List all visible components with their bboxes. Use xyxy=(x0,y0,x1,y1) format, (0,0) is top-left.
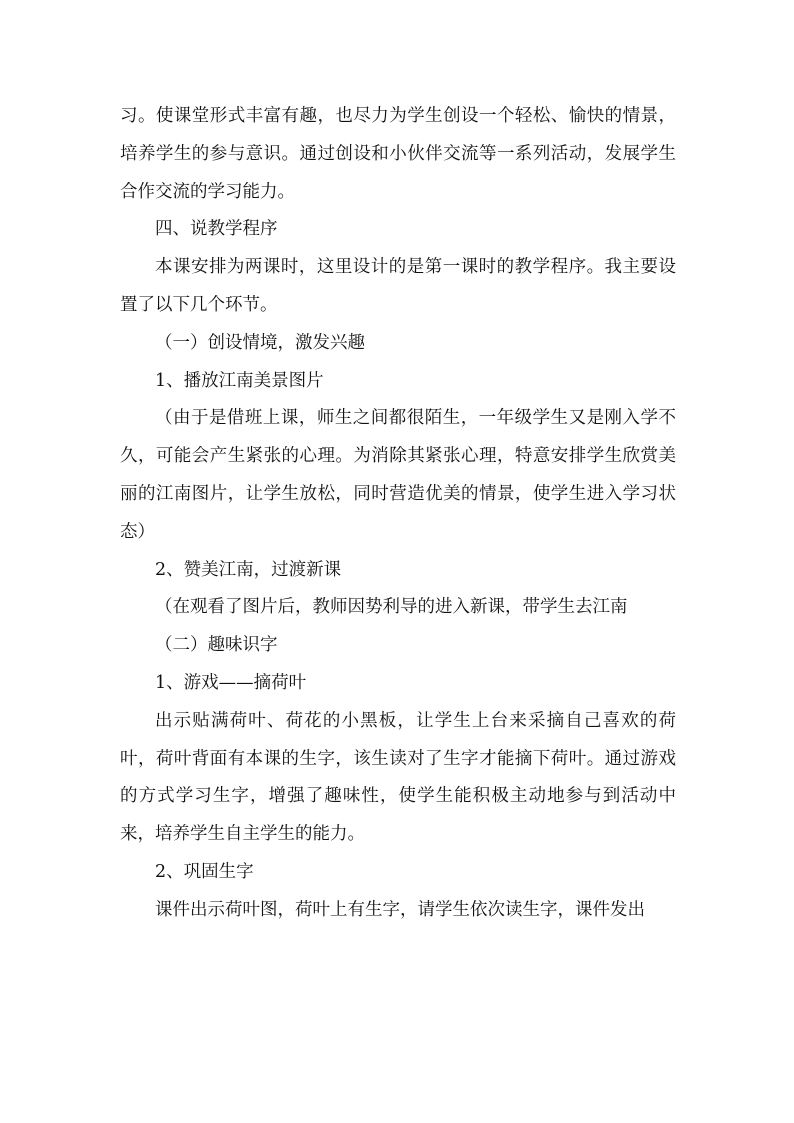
paragraph-game-explanation: 出示贴满荷叶、荷花的小黑板，让学生上台来采摘自己喜欢的荷叶，荷叶背面有本课的生字，该生读对了生字才能摘下荷叶。通过游戏的方式学习生字，增强了趣味性，使学生能积极主动地参与到活动中来，培养学生自主学生的能力。 xyxy=(120,710,676,845)
item-play-pictures: 1、播放江南美景图片 xyxy=(155,370,324,391)
item-praise-jiangnan: 2、赞美江南，过渡新课 xyxy=(155,559,342,580)
paragraph-courseware: 课件出示荷叶图，荷叶上有生字，请学生依次读生字，课件发出 xyxy=(155,899,645,920)
paragraph-continuation: 习。使课堂形式丰富有趣，也尽力为学生创设一个轻松、愉快的情景，培养学生的参与意识。通过创设和小伙伴交流等一系列活动，发展学生合作交流的学习能力。 xyxy=(120,106,676,202)
item-consolidate-characters: 2、巩固生字 xyxy=(155,861,254,882)
section-heading-teaching-procedure: 四、说教学程序 xyxy=(155,219,278,240)
item-game-lotus-leaves: 1、游戏——摘荷叶 xyxy=(155,672,307,693)
paragraph-pictures-explanation: （由于是借班上课，师生之间都很陌生，一年级学生又是刚入学不久，可能会产生紧张的心理。为消除其紧张心理，特意安排学生欣赏美丽的江南图片，让学生放松，同时营造优美的情景，使学生进入学习状态） xyxy=(120,408,676,542)
document-body xyxy=(120,98,676,930)
subheading-fun-literacy: （二）趣味识字 xyxy=(155,635,278,656)
paragraph-lesson-arrangement: 本课安排为两课时，这里设计的是第一课时的教学程序。我主要设置了以下几个环节。 xyxy=(120,257,676,315)
subheading-create-situation: （一）创设情境，激发兴趣 xyxy=(155,332,365,353)
paragraph-transition-explanation: （在观看了图片后，教师因势利导的进入新课，带学生去江南 xyxy=(155,597,628,618)
